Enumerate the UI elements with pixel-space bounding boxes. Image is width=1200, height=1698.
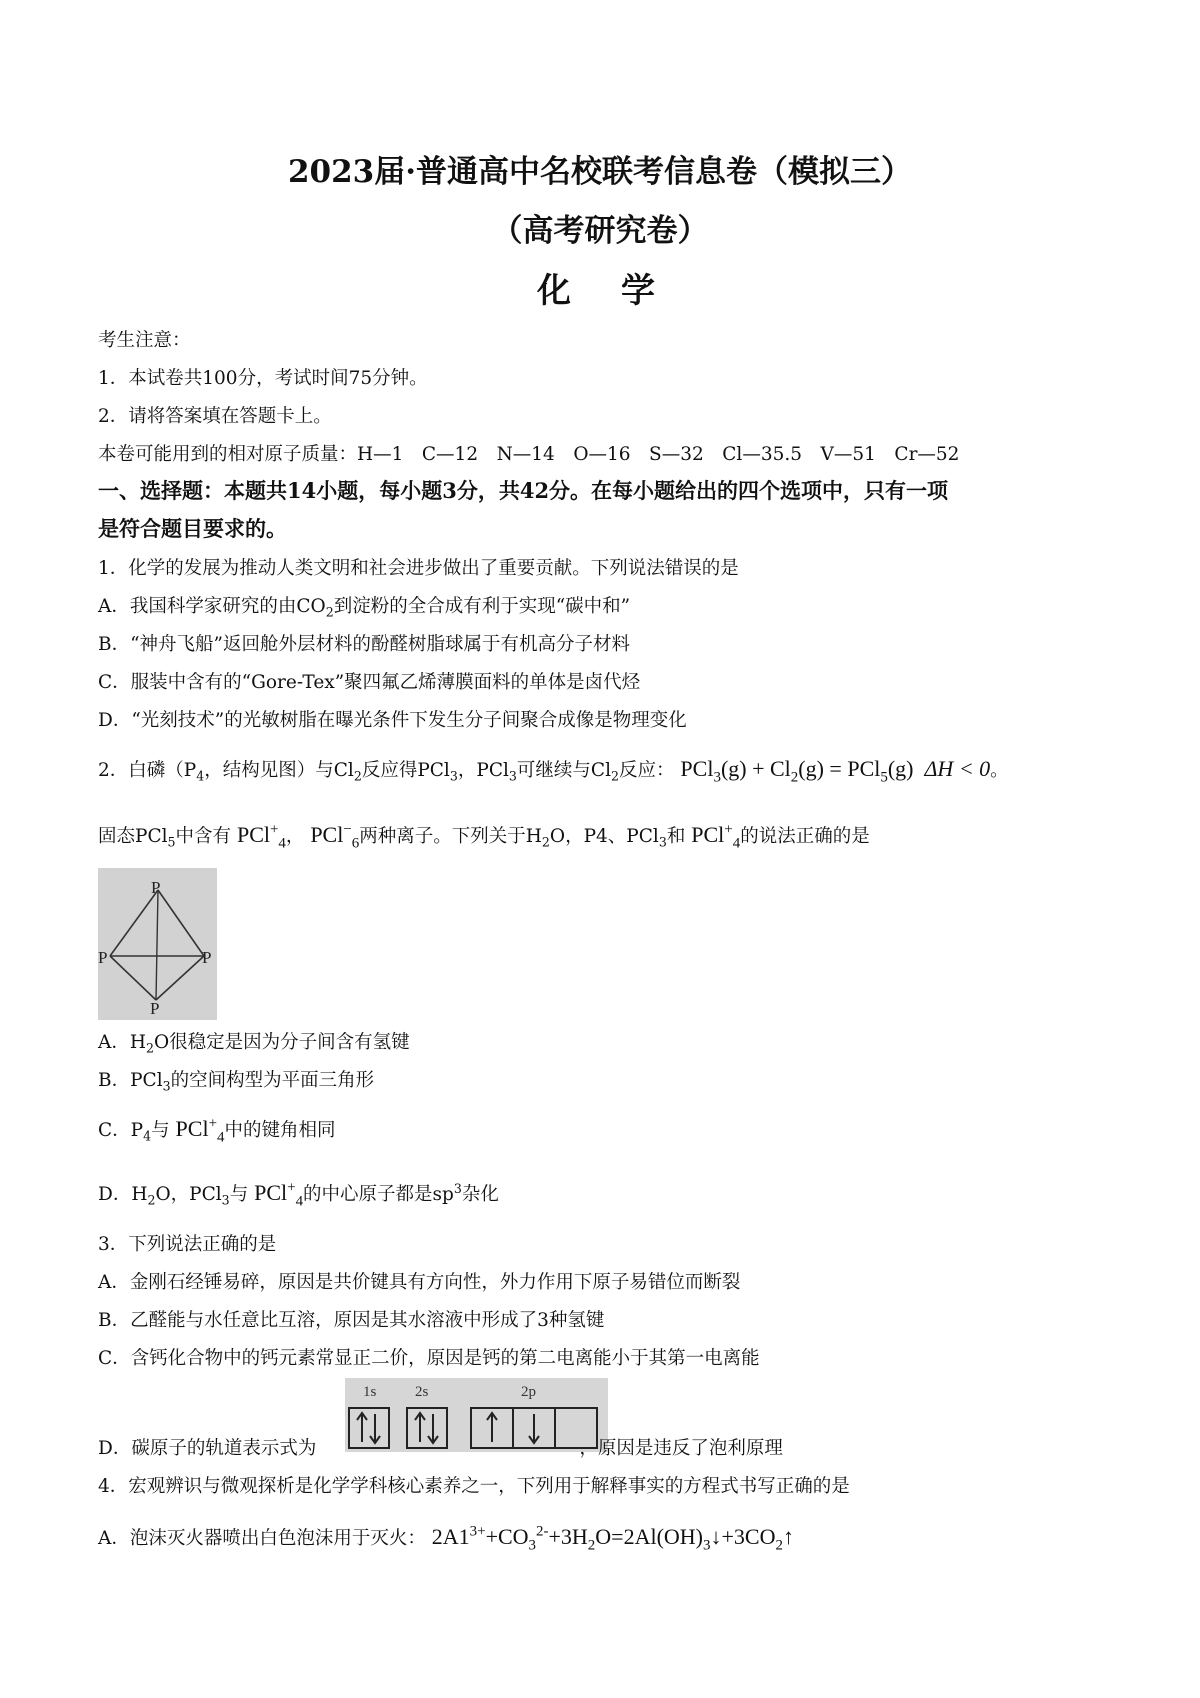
q4-option-a: A．泡沫灭火器喷出白色泡沫用于灭火： $2A1^{3+}+CO_3^{2-}+3H_2O=2Al(OH)_3↓+3CO_2↑$	[98, 1523, 794, 1554]
q1-stem: 1．化学的发展为推动人类文明和社会进步做出了重要贡献。下列说法错误的是	[98, 558, 739, 579]
ion-pcl4-plus: PCl+$_4$	[236, 821, 286, 852]
q3-option-a: A．金刚石经锤易碎，原因是共价键具有方向性，外力作用下原子易错位而断裂	[98, 1272, 741, 1293]
q2-option-b: B．PCl$_3$的空间构型为平面三角形	[98, 1070, 375, 1094]
orbital-label-2p: 2p	[521, 1384, 536, 1400]
q4-stem: 4．宏观辨识与微观探析是化学学科核心素养之一，下列用于解释事实的方程式书写正确的是	[98, 1476, 850, 1497]
ion-pcl6-minus: PCl−$_6$	[310, 821, 360, 852]
p4-structure-figure	[98, 868, 217, 1020]
p4-structure-svg	[98, 868, 217, 1020]
orbital-label-1s: 1s	[363, 1384, 377, 1400]
q2-option-a: A．$H_2O$很稳定是因为分子间含有氢键	[98, 1032, 410, 1056]
atom-p-right: P	[202, 948, 212, 967]
atom-p-bottom: P	[150, 999, 160, 1018]
atom-p-left: P	[98, 948, 108, 967]
atomic-masses: 本卷可能用到的相对原子质量：H—1 C—12 N—14 O—16 S—32 Cl—35.5 V—51 Cr—52	[98, 444, 960, 465]
q3-option-b: B．乙醛能与水任意比互溶，原因是其水溶液中形成了3种氢键	[98, 1310, 605, 1331]
q2-option-c: C．$P_4$与 PCl+$_4$中的键角相同	[98, 1115, 336, 1146]
q2-line2: 固态PCl$_5$中含有 PCl+$_4$， PCl−$_6$两种离子。下列关于$H_2O$，P4、PCl$_3$和 PCl+$_4$的说法正确的是	[98, 821, 870, 852]
ion-pcl4-plus-3: PCl+$_4$	[175, 1115, 225, 1146]
q1-option-b: B．“神舟飞船”返回舱外层材料的酚醛树脂球属于有机高分子材料	[98, 634, 631, 655]
q1-option-a: A．我国科学家研究的由$CO_2$到淀粉的全合成有利于实现“碳中和”	[98, 596, 631, 620]
notice-heading: 考生注意：	[98, 330, 191, 351]
subject-title: 化 学	[537, 271, 663, 311]
notice-item-2: 2．请将答案填在答题卡上。	[98, 406, 332, 427]
orbital-label-2s: 2s	[415, 1384, 429, 1400]
notice-item-1: 1．本试卷共100分，考试时间75分钟。	[98, 368, 428, 389]
atom-p-top: P	[151, 878, 161, 897]
q2-equation: $PCl_3(g) + Cl_2(g) = PCl_5(g) \Delta H < 0$	[680, 756, 991, 786]
q1-option-d: D．“光刻技术”的光敏树脂在曝光条件下发生分子间聚合成像是物理变化	[98, 710, 687, 731]
exam-title: 2023届·普通高中名校联考信息卷（模拟三）	[287, 154, 913, 190]
section-heading-line1: 一、选择题：本题共14小题，每小题3分，共42分。在每小题给出的四个选项中，只有一项	[98, 478, 949, 503]
q2-option-d: D．$H_2O$，PCl$_3$与 PCl+$_4$的中心原子都是$sp^3$杂化	[98, 1179, 499, 1210]
ion-pcl4-plus-4: PCl+$_4$	[254, 1179, 304, 1210]
q3-option-d: D．碳原子的轨道表示式为 ，原因是违反了泡利原理	[98, 1438, 783, 1459]
q3-option-c: C．含钙化合物中的钙元素常显正二价，原因是钙的第二电离能小于其第一电离能	[98, 1348, 760, 1369]
q1-option-c: C．服装中含有的“Gore-Tex”聚四氟乙烯薄膜面料的单体是卤代烃	[98, 672, 641, 693]
ion-pcl4-plus-2: PCl+$_4$	[691, 821, 741, 852]
exam-subtitle: （高考研究卷）	[491, 213, 709, 249]
q2-stem: 2．白磷（$P_4$，结构见图）与$Cl_2$反应得PCl$_3$，PCl$_3$可继续与$Cl_2$反应： $PCl_3(g) + Cl_2(g) = PCl_5(g) \Delta H < 0$。	[98, 756, 1009, 786]
section-heading-line2: 是符合题目要求的。	[98, 516, 287, 541]
q3-stem: 3．下列说法正确的是	[98, 1234, 277, 1255]
q4-equation-a: $2A1^{3+}+CO_3^{2-}+3H_2O=2Al(OH)_3↓+3CO_2↑$	[431, 1523, 794, 1554]
